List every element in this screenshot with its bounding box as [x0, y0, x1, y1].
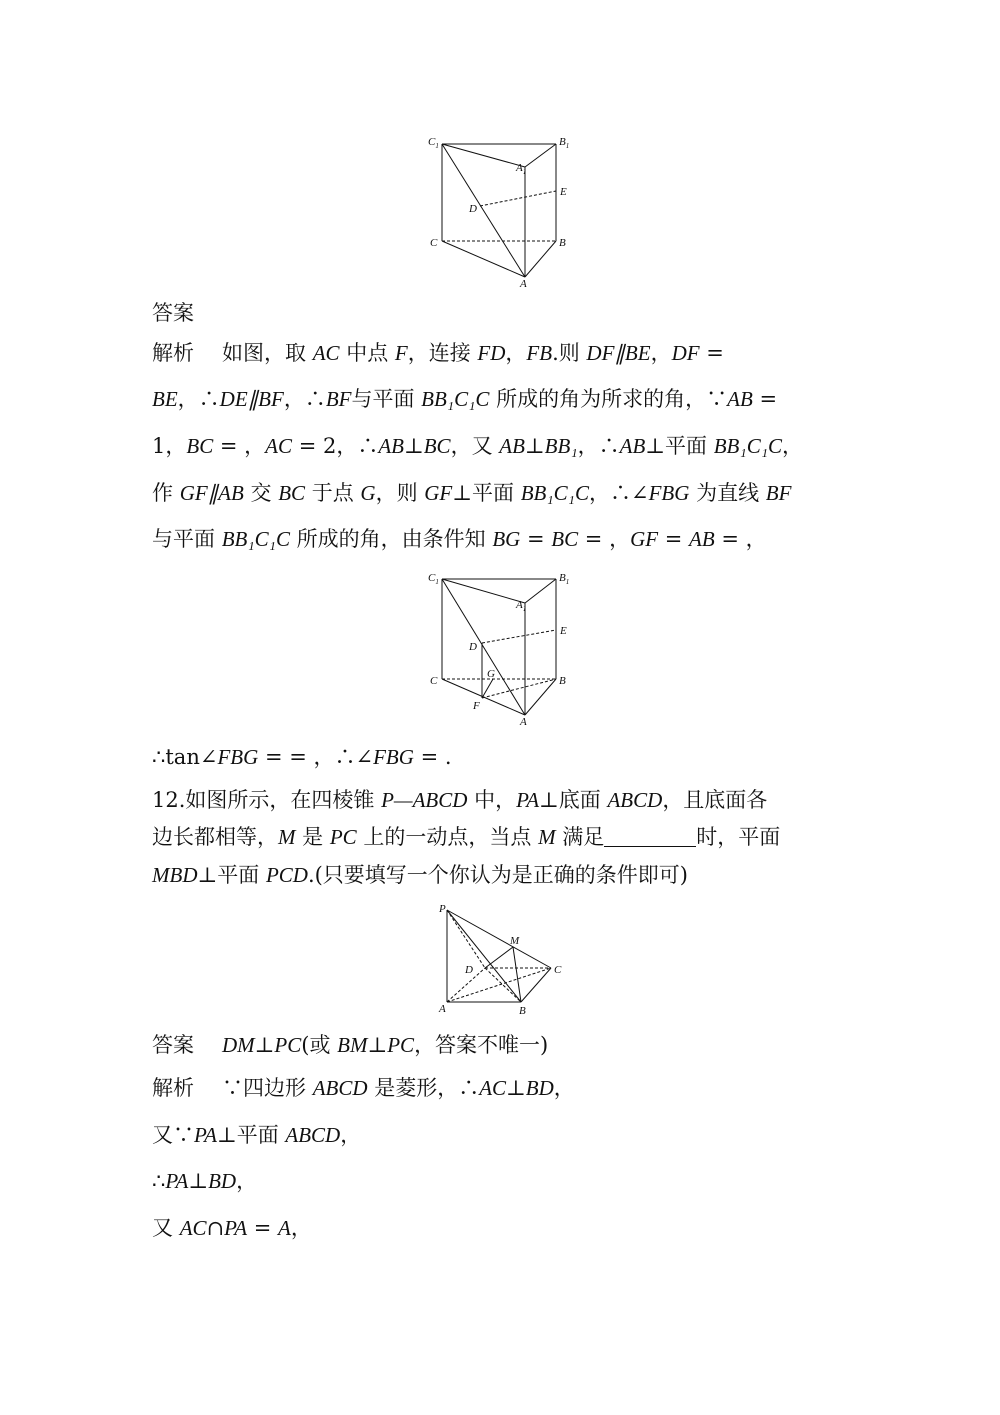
label-A: A — [520, 278, 527, 290]
label-D: D — [465, 964, 473, 976]
analysis-1-line-1: 解析 如图，取 AC 中点 F，连接 FD，FB.则 DF∥BE，DF = — [152, 341, 724, 365]
question-12-line-1: 12.如图所示，在四棱锥 P—ABCD 中，PA⊥底面 ABCD，且底面各 — [152, 788, 768, 812]
label-E: E — [560, 625, 567, 637]
prism-figure-1 — [420, 130, 580, 290]
label-C: C — [554, 964, 562, 976]
label-B1: $B_1$ — [559, 572, 570, 586]
question-12-line-3: MBD⊥平面 PCD.(只要填写一个你认为是正确的条件即可) — [152, 863, 688, 887]
label-A: A — [439, 1003, 446, 1015]
label-B: B — [559, 675, 566, 687]
label-G: G — [487, 668, 495, 680]
answer-blank[interactable] — [604, 826, 696, 847]
label-D: D — [469, 641, 477, 653]
answer-2-line: 答案 DM⊥PC(或 BM⊥PC，答案不唯一) — [152, 1033, 549, 1057]
label-A1: $A_1$ — [516, 162, 527, 176]
label-P: P — [439, 903, 446, 915]
label-A: A — [520, 716, 527, 728]
label-C: C — [430, 675, 438, 687]
label-M: M — [510, 935, 520, 947]
label-A1: $A_1$ — [516, 599, 527, 613]
answer-label-1: 答案 — [152, 301, 194, 325]
label-C: C — [430, 237, 438, 249]
analysis-2-line-4: 又 AC∩PA = A， — [152, 1216, 312, 1240]
analysis-1-line-4: 作 GF∥AB 交 BC 于点 G，则 GF⊥平面 BB₁C₁C，∴∠FBG 为直线 BF — [152, 481, 792, 505]
analysis-2-line-3: ∴PA⊥BD， — [152, 1169, 258, 1193]
analysis-1-line-3: 1，BC = ，AC = 2，∴AB⊥BC，又 AB⊥BB₁，∴AB⊥平面 BB₁C₁C， — [152, 434, 804, 458]
label-E: E — [560, 186, 567, 198]
analysis-1-line-5: 与平面 BB₁C₁C 所成的角，由条件知 BG = BC = ，GF = AB = ， — [152, 527, 767, 551]
label-B: B — [519, 1005, 526, 1017]
prism-figure-2 — [420, 567, 580, 732]
label-C1: $C_1$ — [428, 572, 439, 586]
analysis-2-line-1: 解析 ∵四边形 ABCD 是菱形，∴AC⊥BD， — [152, 1076, 575, 1100]
label-F: F — [473, 700, 480, 712]
question-12-line-2: 边长都相等，M 是 PC 上的一动点，当点 M 满足 时，平面 — [152, 825, 781, 849]
analysis-1-line-6: ∴tan∠FBG = = ，∴∠FBG = . — [152, 745, 452, 769]
label-D: D — [469, 203, 477, 215]
label-C1: $C_1$ — [428, 136, 439, 150]
label-B: B — [559, 237, 566, 249]
analysis-2-line-2: 又∵PA⊥平面 ABCD， — [152, 1123, 362, 1147]
analysis-1-line-2: BE，∴DE∥BF，∴BF与平面 BB₁C₁C 所成的角为所求的角，∵AB = — [152, 387, 778, 411]
label-B1: $B_1$ — [559, 136, 570, 150]
pyramid-figure — [433, 902, 573, 1017]
